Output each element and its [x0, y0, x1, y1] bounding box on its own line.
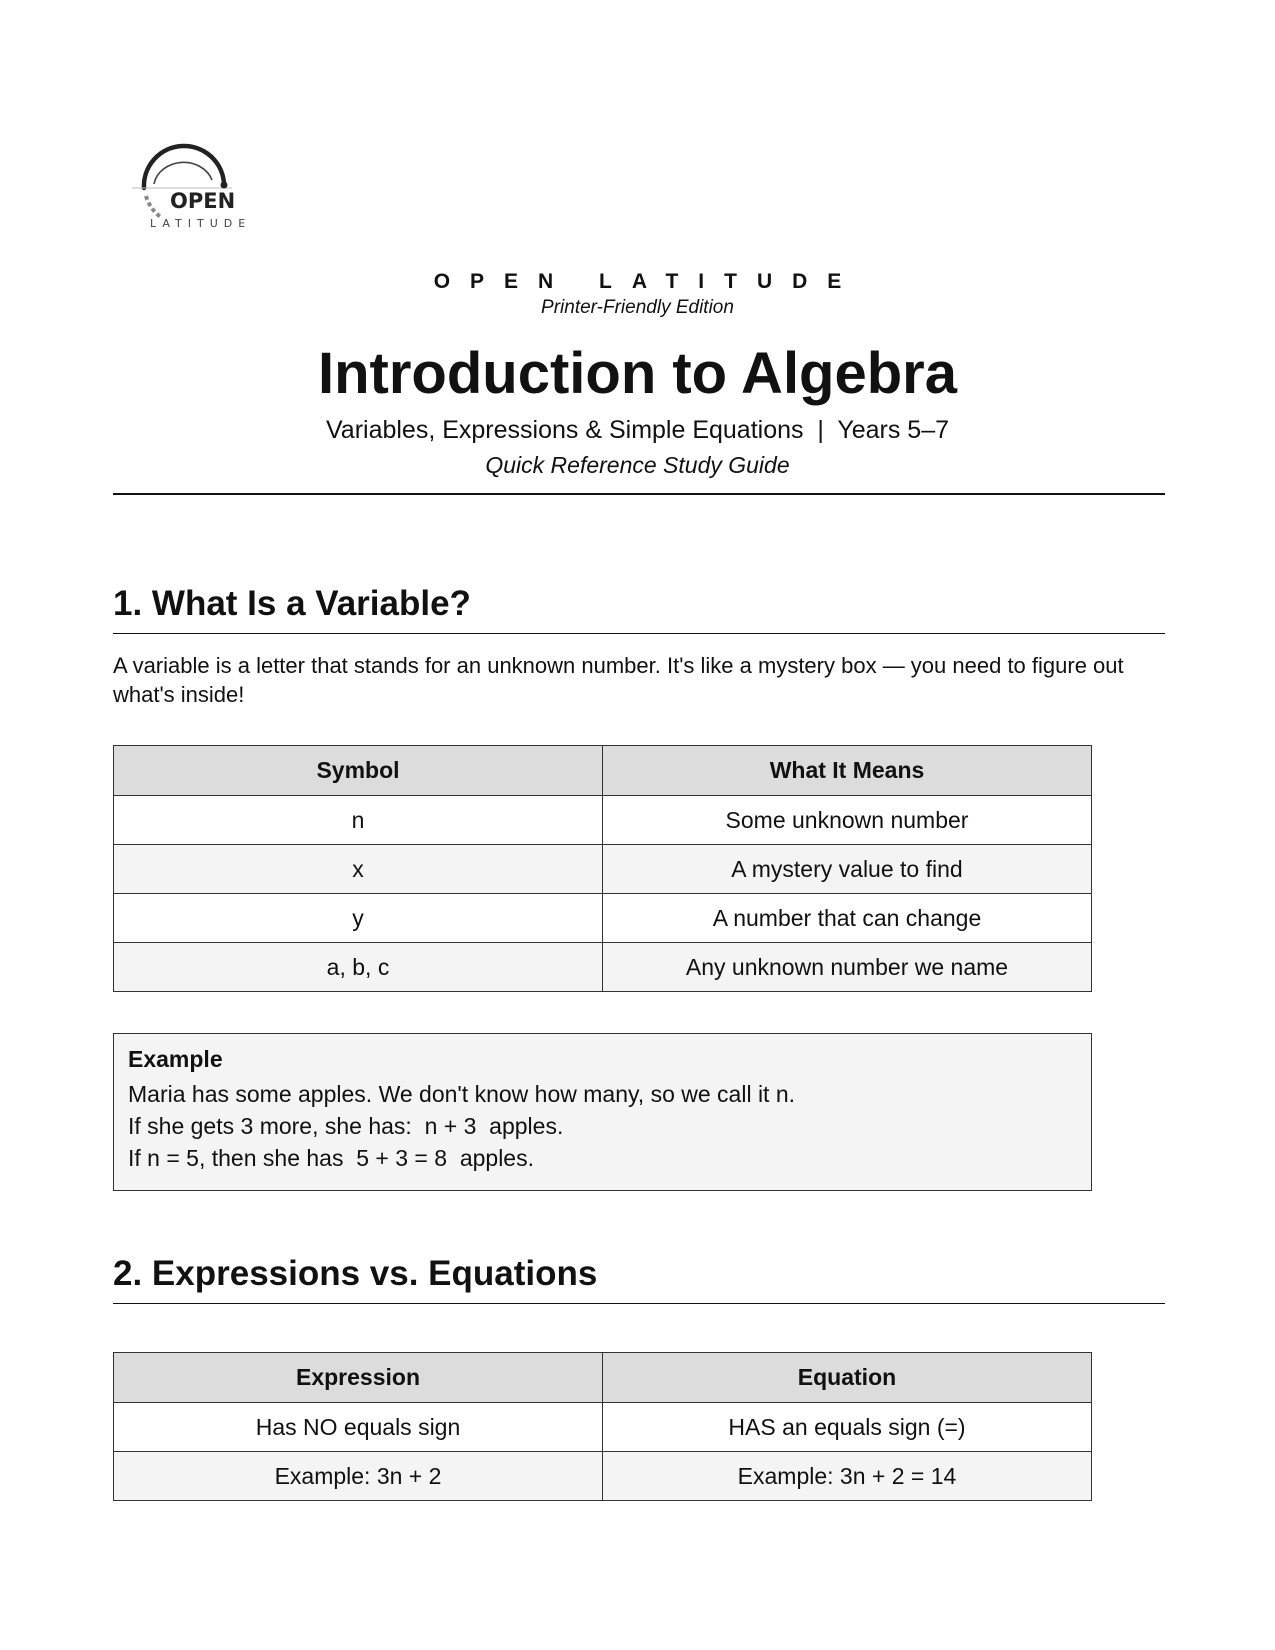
table-row — [114, 796, 1092, 845]
open-latitude-logo — [132, 140, 272, 240]
table-row — [114, 943, 1092, 992]
section-1-intro: A variable is a letter that stands for an unknown number. It's like a mystery box — you need to figure out what's inside! — [113, 653, 1124, 707]
table-cell: y — [114, 894, 603, 943]
logo-subword: LATITUDE — [150, 217, 252, 230]
header-divider — [113, 493, 1165, 495]
example-line: If n = 5, then she has 5 + 3 = 8 apples. — [128, 1145, 534, 1171]
example-box — [113, 1033, 1092, 1191]
table-cell: HAS an equals sign (=) — [603, 1403, 1092, 1452]
table-cell: Example: 3n + 2 = 14 — [603, 1452, 1092, 1501]
table-row — [114, 1403, 1092, 1452]
page-subtitle: Variables, Expressions & Simple Equations | Years 5–7 — [325, 416, 950, 444]
logo-word: OPEN — [170, 189, 236, 213]
edition-label: Printer-Friendly Edition — [541, 297, 734, 318]
table-header-row — [114, 1353, 1092, 1403]
table-header-cell: What It Means — [603, 746, 1092, 796]
variables-table — [113, 745, 1092, 992]
table-row — [114, 894, 1092, 943]
section-1-heading: 1. What Is a Variable? — [113, 584, 471, 623]
table-cell: a, b, c — [114, 943, 603, 992]
table-cell: A number that can change — [603, 894, 1092, 943]
table-header-cell: Equation — [603, 1353, 1092, 1403]
brand-name: OPEN LATITUDE — [433, 270, 862, 293]
section-2-divider — [113, 1303, 1165, 1304]
open-latitude-logo-icon — [132, 140, 272, 240]
table-header-cell: Expression — [114, 1353, 603, 1403]
example-line: Maria has some apples. We don't know how many, so we call it n. — [128, 1081, 796, 1107]
guide-label: Quick Reference Study Guide — [485, 452, 790, 478]
table-cell: Has NO equals sign — [114, 1403, 603, 1452]
table-row — [114, 845, 1092, 894]
page-title: Introduction to Algebra — [317, 341, 958, 406]
table-cell: A mystery value to find — [603, 845, 1092, 894]
example-line: If she gets 3 more, she has: n + 3 apples. — [128, 1113, 564, 1139]
expressions-table — [113, 1352, 1092, 1501]
table-header-cell: Symbol — [114, 746, 603, 796]
section-2-heading: 2. Expressions vs. Equations — [113, 1254, 598, 1293]
table-cell: Example: 3n + 2 — [114, 1452, 603, 1501]
table-header-row — [114, 746, 1092, 796]
table-cell: Any unknown number we name — [603, 943, 1092, 992]
table-cell: n — [114, 796, 603, 845]
masthead — [0, 270, 1275, 480]
table-cell: x — [114, 845, 603, 894]
section-1-divider — [113, 633, 1165, 634]
example-title: Example — [128, 1046, 223, 1072]
table-row — [114, 1452, 1092, 1501]
table-cell: Some unknown number — [603, 796, 1092, 845]
